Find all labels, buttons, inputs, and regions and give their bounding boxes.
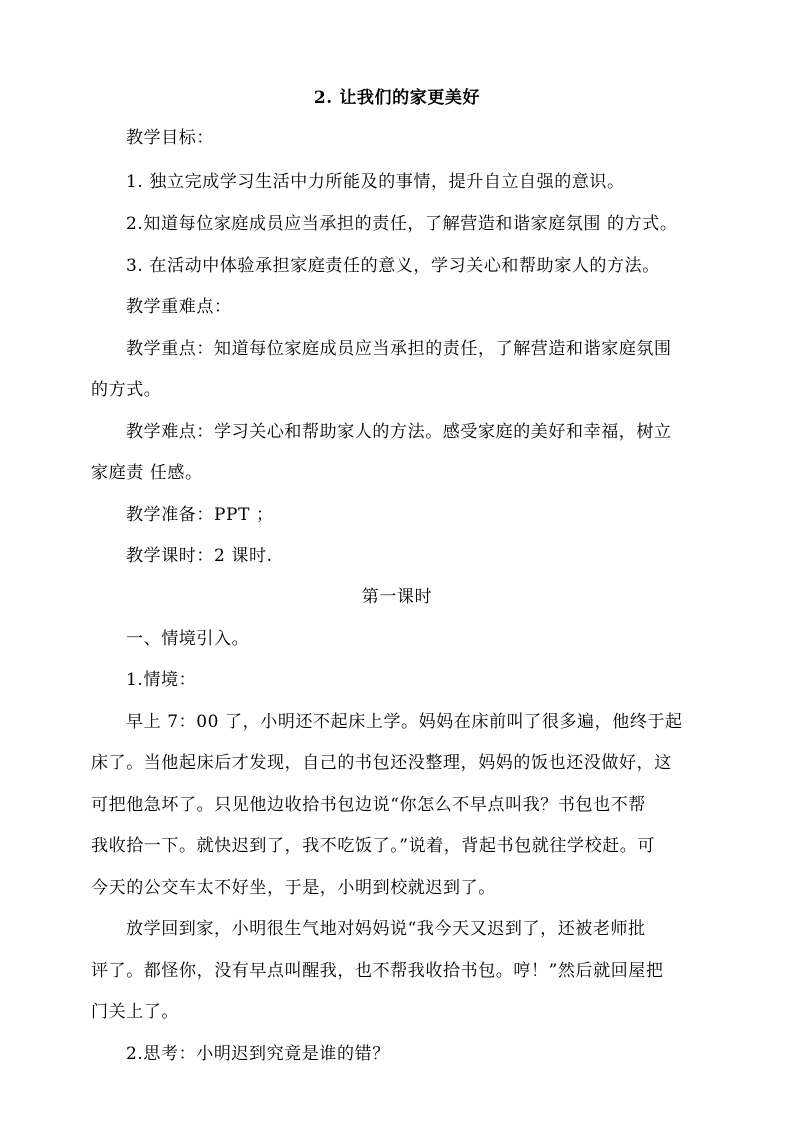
story-line: 早上 7：00 了，小明还不起床上学。妈妈在床前叫了很多遍，他终于起 <box>126 712 683 732</box>
objectives-heading: 教学目标： <box>126 128 214 148</box>
hours-line: 教学课时：2 课时. <box>126 546 273 566</box>
document-title: 2. 让我们的家更美好 <box>313 88 481 108</box>
story-line: 今天的公交车太不好坐，于是，小明到校就迟到了。 <box>91 878 496 898</box>
keypoints-heading: 教学重难点： <box>126 297 232 317</box>
objective-item: 2.知道每位家庭成员应当承担的责任，了解营造和谐家庭氛围 的方式。 <box>126 214 678 234</box>
difficult-point-line: 教学难点：学习关心和帮助家人的方法。感受家庭的美好和幸福，树立 <box>126 422 672 442</box>
story-line: 评了。都怪你，没有早点叫醒我，也不帮我收拾书包。哼！”然后就回屋把 <box>91 961 664 981</box>
lesson-title: 第一课时 <box>361 587 433 607</box>
scenario-heading: 1.情境： <box>126 670 197 690</box>
question-line: 2.思考：小明迟到究竟是谁的错？ <box>126 1044 390 1064</box>
objective-item: 3. 在活动中体验承担家庭责任的意义，学习关心和帮助家人的方法。 <box>126 256 660 276</box>
story-line: 门关上了。 <box>91 1002 179 1022</box>
section-heading: 一、情境引入。 <box>126 629 250 649</box>
story-line: 可把他急坏了。只见他边收拾书包边说“你怎么不早点叫我？书包也不帮 <box>91 795 646 815</box>
key-point-line: 的方式。 <box>91 380 162 400</box>
story-line: 我收拾一下。就快迟到了，我不吃饭了。”说着，背起书包就往学校赶。可 <box>91 836 655 856</box>
story-line: 床了。当他起床后才发现，自己的书包还没整理，妈妈的饭也还没做好，这 <box>91 753 672 773</box>
key-point-line: 教学重点：知道每位家庭成员应当承担的责任，了解营造和谐家庭氛围 <box>126 339 672 359</box>
difficult-point-line: 家庭责 任感。 <box>91 463 203 483</box>
preparation-line: 教学准备：PPT ； <box>126 505 274 525</box>
story-line: 放学回到家，小明很生气地对妈妈说“我今天又迟到了，还被老师批 <box>126 919 646 939</box>
objective-item: 1. 独立完成学习生活中力所能及的事情，提升自立自强的意识。 <box>126 172 625 192</box>
